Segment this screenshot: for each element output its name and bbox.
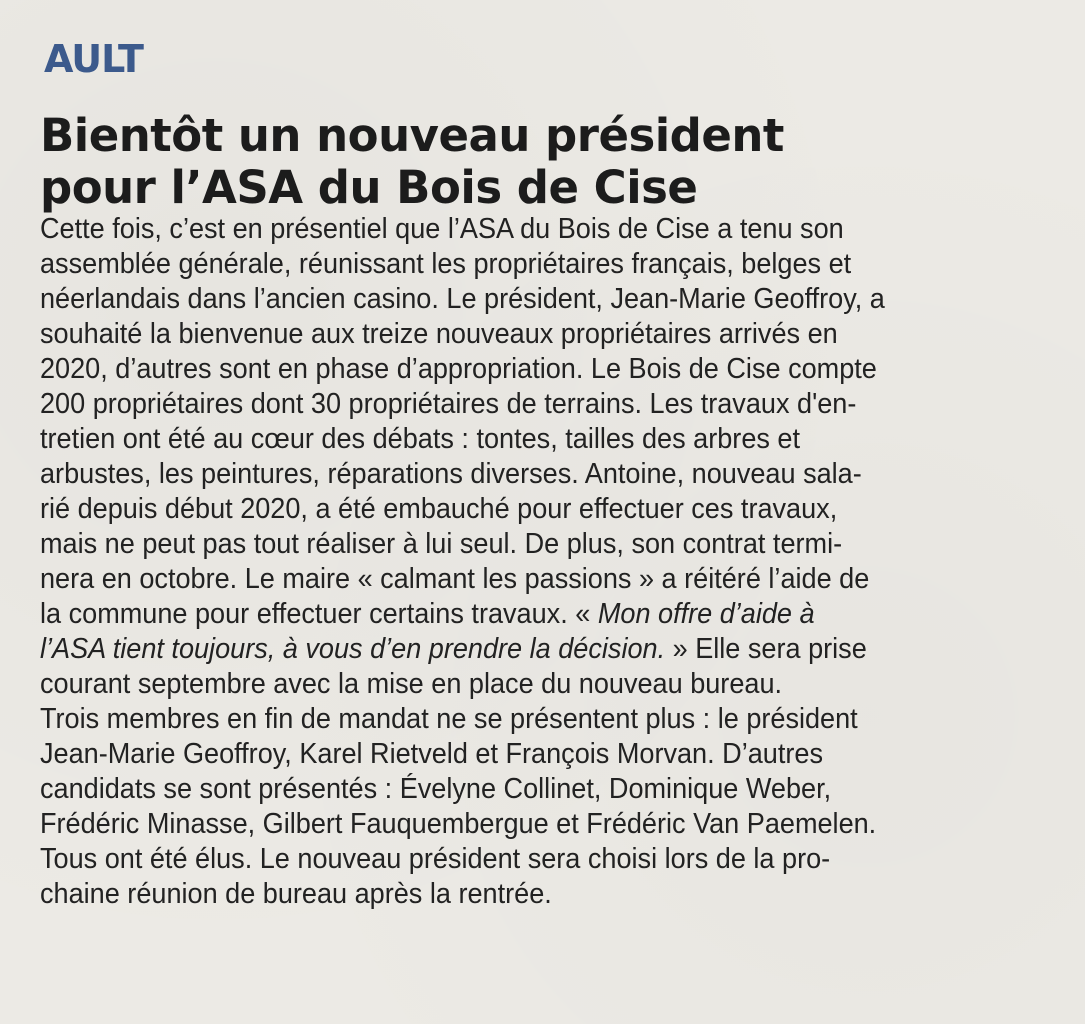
body-text: rié depuis début 2020, a été embauché pour effectuer ces travaux, (40, 493, 838, 525)
body-text-line (40, 317, 1028, 352)
body-text-line (40, 212, 1028, 247)
article-body (40, 212, 1028, 912)
body-text: chaine réunion de bureau après la rentrée. (40, 878, 552, 910)
body-text-line (40, 492, 1028, 527)
body-text: Jean-Marie Geoffroy, Karel Rietveld et François Morvan. D’autres (40, 738, 823, 770)
headline-line: pour l’ASA du Bois de Cise (40, 161, 698, 214)
body-text: » Elle sera prise (665, 633, 867, 665)
body-text-line (40, 597, 1028, 632)
body-text: Frédéric Minasse, Gilbert Fauquembergue et Frédéric Van Paemelen. (40, 808, 877, 840)
body-text-line (40, 527, 1028, 562)
body-text: assemblée générale, réunissant les propriétaires français, belges et (40, 248, 852, 280)
body-text: Trois membres en fin de mandat ne se présentent plus : le président (40, 703, 858, 735)
body-text: souhaité la bienvenue aux treize nouveaux propriétaires arrivés en (40, 318, 838, 350)
body-text-line (40, 842, 1028, 877)
headline-line: Bientôt un nouveau président (40, 109, 784, 162)
body-text: 200 propriétaires dont 30 propriétaires de terrains. Les travaux d'en- (40, 388, 857, 420)
body-text-line (40, 457, 1028, 492)
article-headline (40, 110, 1040, 214)
body-text: tretien ont été au cœur des débats : tontes, tailles des arbres et (40, 423, 801, 455)
quote-text: Mon offre d’aide à (597, 598, 815, 630)
body-text: Tous ont été élus. Le nouveau président sera choisi lors de la pro- (40, 843, 831, 875)
body-text-line (40, 247, 1028, 282)
body-text: mais ne peut pas tout réaliser à lui seul. De plus, son contrat termi- (40, 528, 843, 560)
body-text: courant septembre avec la mise en place du nouveau bureau. (40, 668, 783, 700)
body-text-line (40, 422, 1028, 457)
body-text: 2020, d’autres sont en phase d’appropriation. Le Bois de Cise compte (40, 353, 877, 385)
body-text-line (40, 737, 1028, 772)
body-text: candidats se sont présentés : Évelyne Collinet, Dominique Weber, (40, 773, 832, 805)
body-text-line (40, 562, 1028, 597)
body-text: arbustes, les peintures, réparations diverses. Antoine, nouveau sala- (40, 458, 862, 490)
body-text-line (40, 282, 1028, 317)
section-kicker: AULT (44, 37, 143, 81)
body-text-line (40, 702, 1028, 737)
body-text-line (40, 772, 1028, 807)
body-text-line (40, 352, 1028, 387)
body-text: nera en octobre. Le maire « calmant les passions » a réitéré l’aide de (40, 563, 870, 595)
quote-text: l’ASA tient toujours, à vous d’en prendre la décision. (40, 633, 666, 665)
body-text: néerlandais dans l’ancien casino. Le président, Jean-Marie Geoffroy, a (40, 283, 885, 315)
body-text-line (40, 807, 1028, 842)
body-text: Cette fois, c’est en présentiel que l’ASA du Bois de Cise a tenu son (40, 213, 844, 245)
body-text-line (40, 667, 1028, 702)
body-text-line (40, 632, 1028, 667)
body-text-line (40, 387, 1028, 422)
body-text-line (40, 877, 1028, 912)
body-text: la commune pour effectuer certains travaux. « (40, 598, 598, 630)
